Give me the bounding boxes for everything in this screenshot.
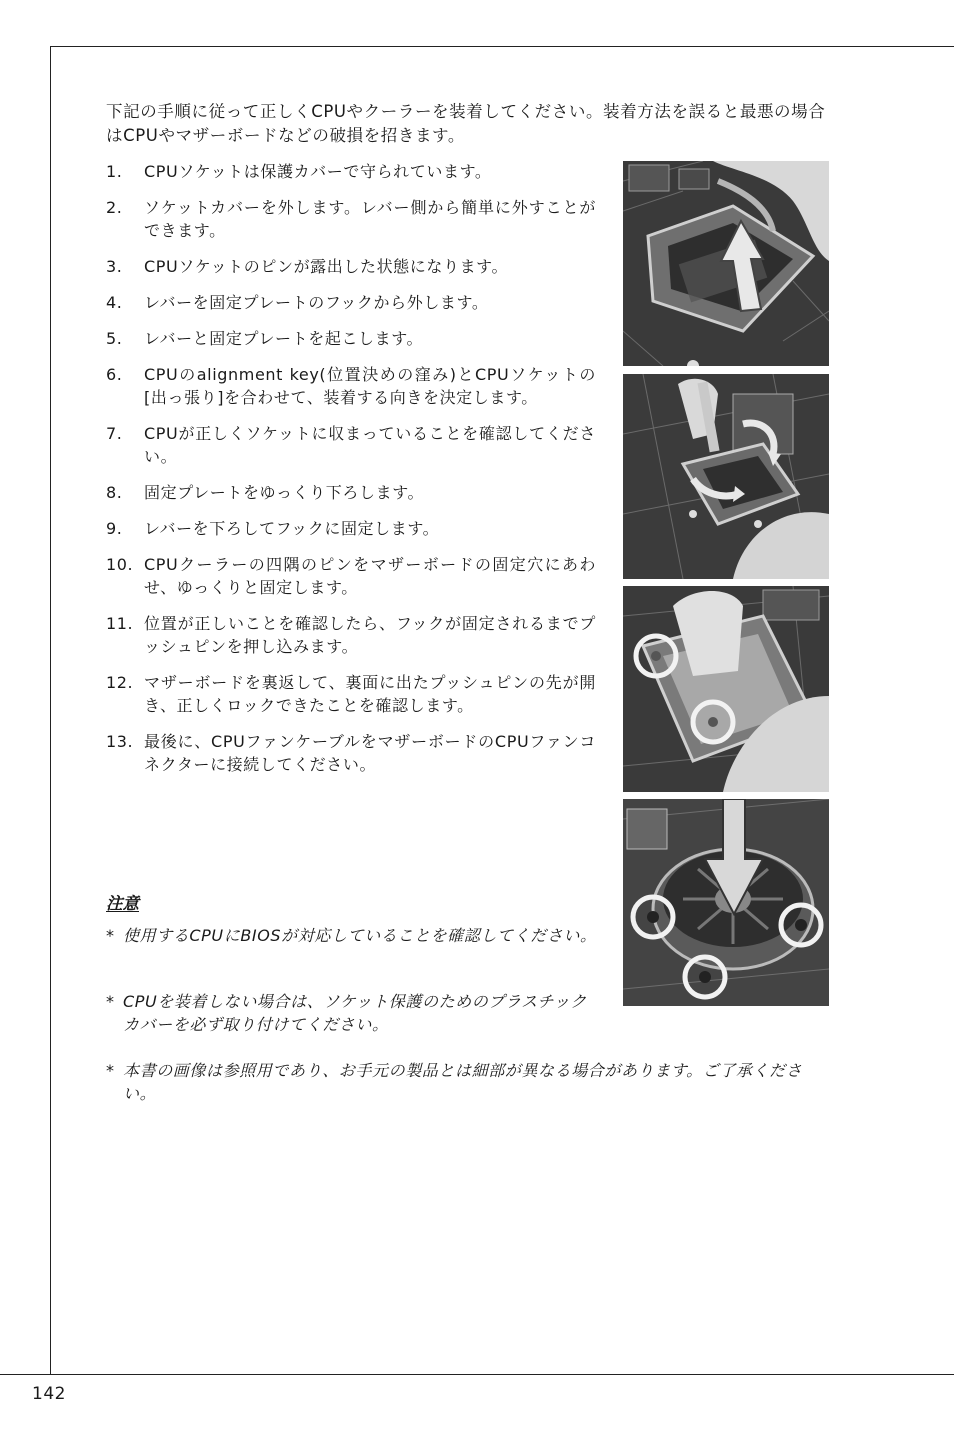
step-number: 1. xyxy=(106,162,123,181)
step-7 xyxy=(106,422,596,468)
note-item xyxy=(106,924,597,947)
step-number: 4. xyxy=(106,293,123,312)
step-text: CPUソケットのピンが露出した状態になります。 xyxy=(144,257,509,276)
step-text: ソケットカバーを外します。レバー側から簡単に外すことができます。 xyxy=(144,198,596,240)
note-heading: 注意 xyxy=(106,894,139,913)
intro-paragraph: 下記の手順に従って正しくCPUやクーラーを装着してください。装着方法を誤ると最悪の場合はCPUやマザーボードなどの破損を招きます。 xyxy=(106,102,826,145)
photo-lever-lift xyxy=(623,374,829,579)
step-text: 固定プレートをゆっくり下ろします。 xyxy=(144,483,425,502)
step-number: 10. xyxy=(106,555,134,574)
step-text: レバーを固定プレートのフックから外します。 xyxy=(144,293,489,312)
step-5 xyxy=(106,327,596,350)
photo-cpu-placement xyxy=(623,586,829,792)
step-number: 13. xyxy=(106,732,134,751)
step-12 xyxy=(106,671,596,717)
note-bullet: * xyxy=(106,926,115,945)
step-11 xyxy=(106,612,596,658)
step-text: 位置が正しいことを確認したら、フックが固定されるまでプッシュピンを押し込みます。 xyxy=(144,614,596,656)
step-6 xyxy=(106,363,596,409)
step-10 xyxy=(106,553,596,599)
frame-left-rule xyxy=(50,46,51,1374)
step-number: 12. xyxy=(106,673,134,692)
frame-top-rule xyxy=(50,46,954,47)
frame-bottom-rule xyxy=(0,1374,954,1375)
installation-steps xyxy=(106,160,596,789)
note-item xyxy=(106,990,597,1036)
step-number: 11. xyxy=(106,614,134,633)
step-text: 最後に、CPUファンケーブルをマザーボードのCPUファンコネクターに接続してください。 xyxy=(144,732,596,774)
step-text: レバーと固定プレートを起こします。 xyxy=(144,329,424,348)
step-9 xyxy=(106,517,596,540)
step-text: CPUクーラーの四隅のピンをマザーボードの固定穴にあわせ、ゆっくりと固定します。 xyxy=(144,555,596,597)
note-text: 使用するCPUにBIOSが対応していることを確認してください。 xyxy=(123,926,597,945)
step-number: 2. xyxy=(106,198,123,217)
step-number: 9. xyxy=(106,519,123,538)
page-number: 142 xyxy=(32,1384,66,1404)
step-13 xyxy=(106,730,596,776)
step-text: CPUソケットは保護カバーで守られています。 xyxy=(144,162,492,181)
note-bullet: * xyxy=(106,1061,115,1080)
note-text: 本書の画像は参照用であり、お手元の製品とは細部が異なる場合があります。ご了承ください。 xyxy=(123,1061,803,1103)
photo-cooler-install xyxy=(623,799,829,1006)
step-number: 6. xyxy=(106,365,123,384)
step-text: CPUのalignment key(位置決めの窪み)とCPUソケットの[出っ張り]を合わせて、装着する向きを決定します。 xyxy=(144,365,596,407)
note-bullet: * xyxy=(106,992,115,1011)
step-number: 5. xyxy=(106,329,123,348)
note-item xyxy=(106,1059,833,1105)
photo-socket-cover xyxy=(623,161,829,366)
step-8 xyxy=(106,481,596,504)
step-4 xyxy=(106,291,596,314)
step-number: 7. xyxy=(106,424,123,443)
step-2 xyxy=(106,196,596,242)
step-number: 3. xyxy=(106,257,123,276)
note-text: CPUを装着しない場合は、ソケット保護のためのプラスチックカバーを必ず取り付けてください。 xyxy=(123,992,587,1034)
step-text: レバーを下ろしてフックに固定します。 xyxy=(144,519,440,538)
step-1 xyxy=(106,160,596,183)
step-3 xyxy=(106,255,596,278)
step-number: 8. xyxy=(106,483,123,502)
step-text: CPUが正しくソケットに収まっていることを確認してください。 xyxy=(144,424,596,466)
step-text: マザーボードを裏返して、裏面に出たプッシュピンの先が開き、正しくロックできたことを確認します。 xyxy=(144,673,596,715)
